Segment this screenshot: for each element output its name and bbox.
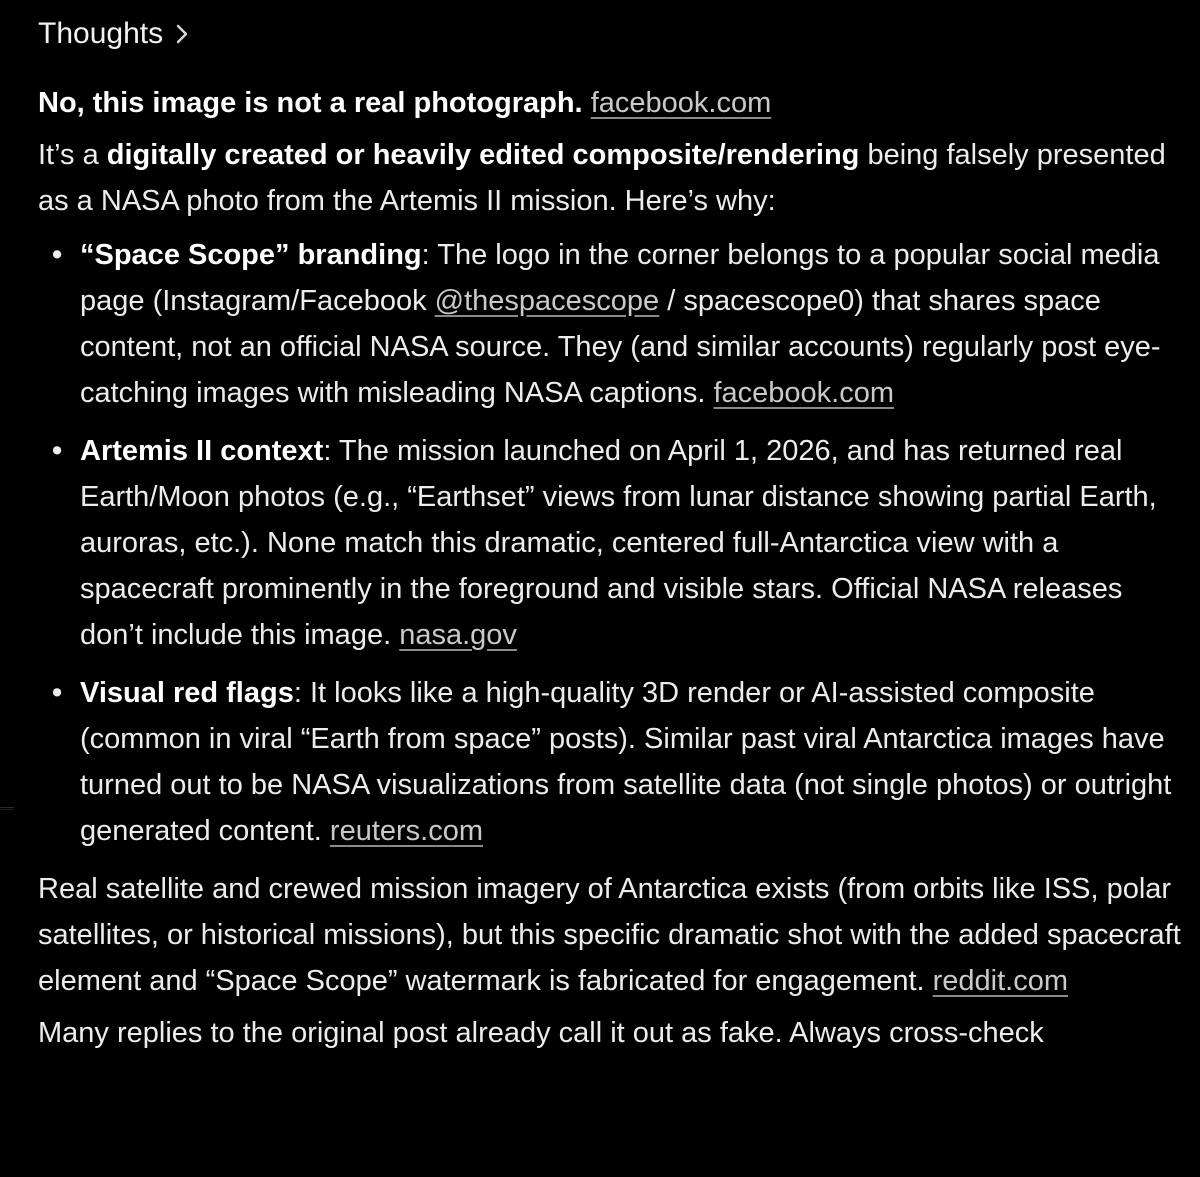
conclusion-paragraph: [38, 866, 1188, 1004]
verdict-text: No, this image is not a real photograph.: [38, 87, 583, 119]
bullet-title: Artemis II context: [80, 435, 324, 467]
bullet-title: Visual red flags: [80, 677, 294, 709]
source-link-reuters[interactable]: reuters.com: [329, 815, 484, 847]
bullet-text-cont: / spacescope0) that shares space content, not an official NASA source. They (and similar accounts) regularly post eye-catching images with misleading NASA captions.: [80, 285, 1161, 409]
chevron-right-icon: [173, 22, 191, 46]
bullet-text: : The mission launched on April 1, 2026, and has returned real Earth/Moon photos (e.g., “Earthset” views from lunar distance showing partial Earth, auroras, etc.). None match this dramatic, centered full-Antarctica view with a spacecraft prominently in the foreground and visible stars. Official NASA releases don’t include this image.: [80, 435, 1157, 651]
left-edge-mark-shadow: [0, 809, 14, 810]
explanation-pre: It’s a: [38, 139, 107, 171]
thoughts-label: Thoughts: [38, 17, 164, 50]
source-link-reddit[interactable]: reddit.com: [932, 965, 1069, 997]
source-link-facebook-2[interactable]: facebook.com: [713, 377, 895, 409]
source-link-facebook[interactable]: facebook.com: [590, 87, 772, 119]
closing-text: Many replies to the original post already call it out as fake. Always cross-check: [38, 1017, 1044, 1049]
bullet-text: : It looks like a high-quality 3D render or AI-assisted composite (common in viral “Earth from space” posts). Similar past viral Antarctica images have turned out to be NASA visualizations from satellite data (not single photos) or outright generated content.: [80, 677, 1172, 847]
response-content: [38, 10, 1188, 1056]
bullet-text: : The logo in the corner belongs to a popular social media page (Instagram/Facebook: [80, 239, 1160, 317]
list-item: [38, 670, 1188, 854]
explanation-bold: digitally created or heavily edited composite/rendering: [106, 139, 860, 171]
bullet-title: “Space Scope” branding: [80, 239, 422, 271]
conclusion-text: Real satellite and crewed mission imagery of Antarctica exists (from orbits like ISS, polar satellites, or historical missions), but this specific dramatic shot with the added spacecraft element and “Space Scope” watermark is fabricated for engagement.: [38, 873, 1181, 997]
left-edge-mark: [0, 807, 14, 808]
source-link-nasa[interactable]: nasa.gov: [399, 619, 517, 651]
explanation-post: being falsely presented as a NASA photo from the Artemis II mission. Here’s why:: [38, 139, 1166, 217]
handle-link-thespacescope[interactable]: @thespacescope: [434, 285, 660, 317]
bullet-marker: •: [52, 239, 63, 271]
thoughts-toggle[interactable]: [38, 10, 1188, 58]
reasons-list: [38, 232, 1188, 854]
explanation-paragraph: [38, 132, 1188, 224]
bullet-marker: •: [52, 677, 63, 709]
bullet-marker: •: [52, 435, 63, 467]
list-item: [38, 428, 1188, 658]
list-item: [38, 232, 1188, 416]
verdict-paragraph: [38, 80, 1188, 126]
closing-paragraph: [38, 1010, 1188, 1056]
